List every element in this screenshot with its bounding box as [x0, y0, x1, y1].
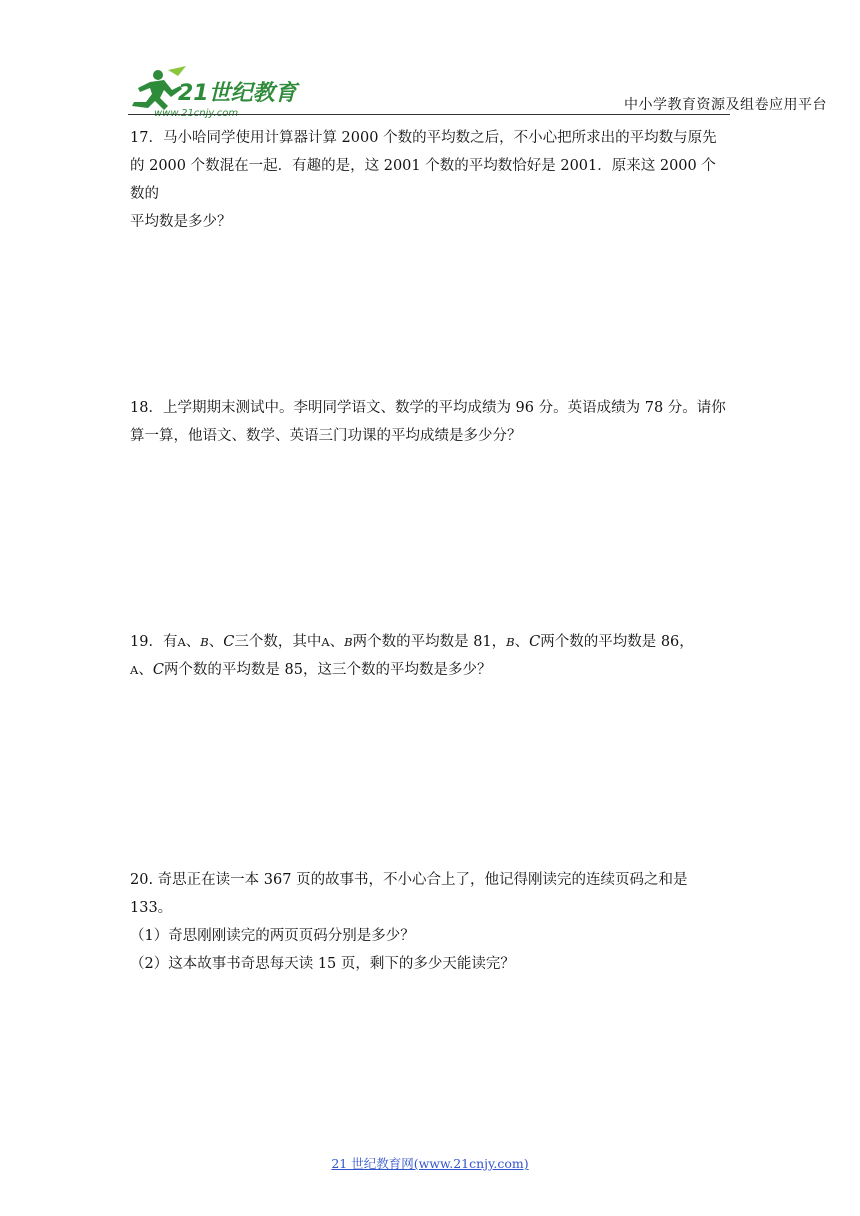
separator: 、 — [329, 634, 345, 650]
var-b: B — [506, 635, 515, 649]
separator: 、 — [185, 634, 201, 650]
separator: 、 — [208, 634, 224, 650]
separator: 、 — [514, 634, 530, 650]
question-19 — [130, 628, 730, 684]
var-b: B — [344, 635, 353, 649]
question-19-text-3: 两个数的平均数是 81， — [352, 634, 507, 650]
logo-main-text: 21世纪教育 — [178, 81, 297, 106]
question-19-text-4: 两个数的平均数是 86， — [540, 634, 694, 650]
separator: 、 — [138, 662, 153, 678]
page-header — [0, 0, 860, 120]
var-a: A — [130, 663, 139, 677]
question-17-line-1: 17．马小哈同学使用计算器计算 2000 个数的平均数之后，不小心把所求出的平均数与原先 — [130, 130, 717, 146]
question-20-sub-1: （1）奇思刚刚读完的两页页码分别是多少？ — [130, 928, 415, 944]
header-divider — [128, 114, 730, 115]
page-footer — [0, 1153, 860, 1172]
logo-url-text: www.21cnjy.com — [154, 108, 239, 119]
question-18-line-1: 18．上学期期末测试中。李明同学语文、数学的平均成绩为 96 分。英语成绩为 78 分。请你 — [130, 400, 726, 416]
footer-site-link[interactable]: 21 世纪教育网(www.21cnjy.com) — [331, 1156, 529, 1171]
var-b: B — [200, 635, 209, 649]
question-20 — [130, 866, 730, 978]
question-19-text-5: 两个数的平均数是 85，这三个数的平均数是多少？ — [163, 662, 492, 678]
question-18 — [130, 394, 730, 450]
var-c: C — [152, 662, 164, 678]
question-19-prefix: 19．有 — [130, 634, 178, 650]
site-logo — [128, 66, 308, 120]
question-19-text-2: 三个数，其中 — [234, 634, 322, 650]
var-a: A — [321, 635, 330, 649]
question-17-line-3: 平均数是多少？ — [130, 214, 232, 230]
question-17-line-2: 的 2000 个数混在一起．有趣的是，这 2001 个数的平均数恰好是 2001．原来这 2000 个数的 — [130, 158, 716, 202]
var-c: C — [223, 634, 235, 650]
var-c: C — [529, 634, 541, 650]
var-a: A — [177, 635, 186, 649]
header-platform-title: 中小学教育资源及组卷应用平台 — [624, 97, 827, 113]
question-19-line-1 — [130, 628, 730, 656]
question-17 — [130, 124, 730, 236]
question-18-line-2: 算一算，他语文、数学、英语三门功课的平均成绩是多少分？ — [130, 428, 522, 444]
question-19-line-2 — [130, 656, 730, 684]
question-20-sub-2: （2）这本故事书奇思每天读 15 页，剩下的多少天能读完？ — [130, 956, 515, 972]
question-20-line-1: 20. 奇思正在读一本 367 页的故事书，不小心合上了，他记得刚读完的连续页码之和是 133。 — [130, 872, 688, 916]
